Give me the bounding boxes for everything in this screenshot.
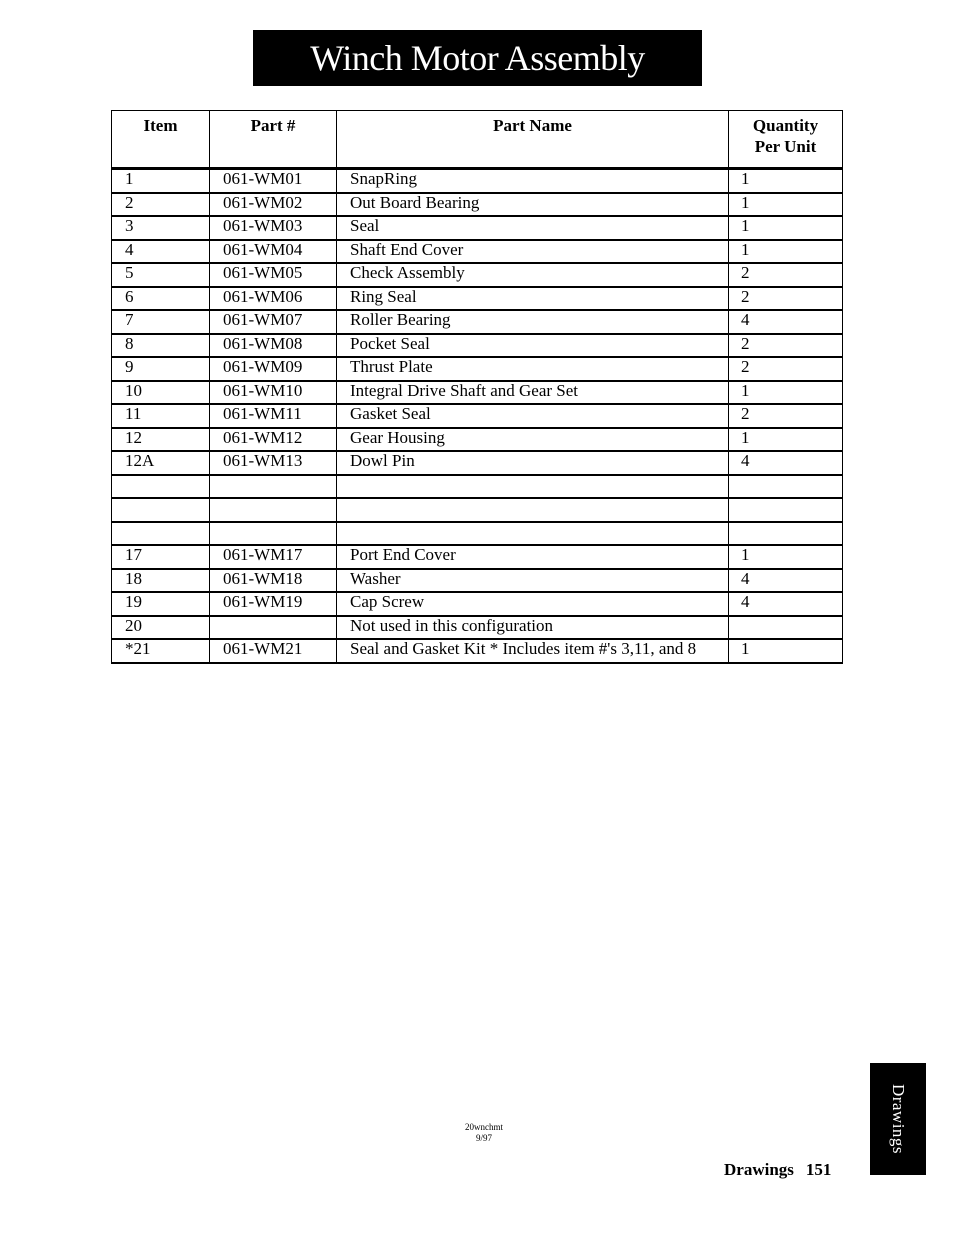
document-code	[434, 1122, 534, 1144]
cell-item: 20	[112, 616, 210, 640]
parts-table-body	[112, 169, 843, 663]
cell-part-number: 061-WM09	[210, 357, 337, 381]
cell-part-number: 061-WM07	[210, 310, 337, 334]
table-row	[112, 216, 843, 240]
cell-part-number: 061-WM03	[210, 216, 337, 240]
table-row	[112, 545, 843, 569]
cell-quantity: 4	[729, 310, 843, 334]
document-code-id: 20wnchmt	[465, 1122, 503, 1132]
cell-item: 9	[112, 357, 210, 381]
cell-part-number	[210, 498, 337, 522]
cell-part-number: 061-WM18	[210, 569, 337, 593]
cell-item	[112, 522, 210, 546]
cell-part-name: Seal	[337, 216, 729, 240]
cell-item	[112, 498, 210, 522]
table-row	[112, 428, 843, 452]
cell-item	[112, 475, 210, 499]
cell-quantity: 1	[729, 381, 843, 405]
cell-item: 5	[112, 263, 210, 287]
document-code-date: 9/97	[475, 1133, 492, 1143]
cell-item: 6	[112, 287, 210, 311]
cell-part-name: Dowl Pin	[337, 451, 729, 475]
table-row	[112, 263, 843, 287]
table-row	[112, 240, 843, 264]
table-row	[112, 287, 843, 311]
cell-part-number: 061-WM17	[210, 545, 337, 569]
cell-quantity: 1	[729, 545, 843, 569]
cell-part-name: Not used in this configuration	[337, 616, 729, 640]
page-title: Winch Motor Assembly	[310, 38, 645, 78]
cell-part-name: SnapRing	[337, 169, 729, 193]
cell-item: 12A	[112, 451, 210, 475]
cell-part-number: 061-WM08	[210, 334, 337, 358]
cell-item: 4	[112, 240, 210, 264]
cell-quantity: 2	[729, 263, 843, 287]
cell-item: 12	[112, 428, 210, 452]
cell-part-number: 061-WM21	[210, 639, 337, 663]
cell-quantity	[729, 616, 843, 640]
cell-quantity	[729, 522, 843, 546]
table-row	[112, 475, 843, 499]
table-row	[112, 357, 843, 381]
cell-quantity: 1	[729, 169, 843, 193]
table-header-row	[112, 111, 843, 169]
header-quantity-line1: Quantity	[752, 116, 819, 135]
cell-part-number: 061-WM19	[210, 592, 337, 616]
cell-part-number	[210, 522, 337, 546]
cell-part-name: Pocket Seal	[337, 334, 729, 358]
cell-quantity: 4	[729, 569, 843, 593]
cell-part-name: Shaft End Cover	[337, 240, 729, 264]
table-row	[112, 522, 843, 546]
cell-part-name: Ring Seal	[337, 287, 729, 311]
table-row	[112, 498, 843, 522]
table-row	[112, 639, 843, 663]
cell-item: *21	[112, 639, 210, 663]
cell-item: 19	[112, 592, 210, 616]
cell-item: 18	[112, 569, 210, 593]
cell-part-name: Gear Housing	[337, 428, 729, 452]
cell-quantity: 2	[729, 287, 843, 311]
page-footer	[724, 1160, 831, 1180]
cell-part-number: 061-WM10	[210, 381, 337, 405]
cell-part-name: Thrust Plate	[337, 357, 729, 381]
cell-quantity: 1	[729, 240, 843, 264]
header-part-name: Part Name	[337, 111, 729, 169]
cell-quantity: 2	[729, 404, 843, 428]
cell-part-name: Integral Drive Shaft and Gear Set	[337, 381, 729, 405]
cell-item: 11	[112, 404, 210, 428]
header-part-number: Part #	[210, 111, 337, 169]
cell-quantity: 2	[729, 357, 843, 381]
table-row	[112, 334, 843, 358]
cell-part-number: 061-WM01	[210, 169, 337, 193]
header-item: Item	[112, 111, 210, 169]
cell-part-number: 061-WM05	[210, 263, 337, 287]
table-row	[112, 193, 843, 217]
table-row	[112, 451, 843, 475]
cell-part-name: Port End Cover	[337, 545, 729, 569]
table-row	[112, 310, 843, 334]
cell-part-name	[337, 475, 729, 499]
cell-quantity: 4	[729, 451, 843, 475]
table-row	[112, 569, 843, 593]
cell-quantity: 1	[729, 193, 843, 217]
cell-quantity: 1	[729, 428, 843, 452]
page-number: 151	[805, 1160, 832, 1179]
table-row	[112, 381, 843, 405]
title-banner	[253, 30, 702, 86]
cell-part-name	[337, 498, 729, 522]
header-quantity	[729, 111, 843, 169]
cell-part-name: Seal and Gasket Kit * Includes item #'s 3,11, and 8	[337, 639, 729, 663]
cell-item: 1	[112, 169, 210, 193]
table-row	[112, 592, 843, 616]
cell-part-number: 061-WM12	[210, 428, 337, 452]
cell-quantity	[729, 498, 843, 522]
table-row	[112, 404, 843, 428]
cell-part-name: Out Board Bearing	[337, 193, 729, 217]
cell-part-name: Check Assembly	[337, 263, 729, 287]
cell-part-name: Cap Screw	[337, 592, 729, 616]
cell-part-number	[210, 475, 337, 499]
cell-part-number: 061-WM02	[210, 193, 337, 217]
cell-part-number: 061-WM11	[210, 404, 337, 428]
cell-quantity: 1	[729, 216, 843, 240]
table-row	[112, 169, 843, 193]
cell-quantity: 4	[729, 592, 843, 616]
section-tab	[870, 1063, 926, 1175]
cell-part-number: 061-WM06	[210, 287, 337, 311]
cell-item: 8	[112, 334, 210, 358]
cell-part-name: Gasket Seal	[337, 404, 729, 428]
cell-part-name: Roller Bearing	[337, 310, 729, 334]
cell-item: 7	[112, 310, 210, 334]
cell-item: 17	[112, 545, 210, 569]
header-quantity-line2: Per Unit	[754, 137, 817, 156]
cell-quantity: 1	[729, 639, 843, 663]
cell-part-name: Washer	[337, 569, 729, 593]
cell-part-name	[337, 522, 729, 546]
cell-item: 2	[112, 193, 210, 217]
parts-table	[111, 110, 843, 664]
cell-item: 3	[112, 216, 210, 240]
table-row	[112, 616, 843, 640]
cell-part-number	[210, 616, 337, 640]
section-tab-label: Drawings	[889, 1083, 908, 1155]
cell-quantity: 2	[729, 334, 843, 358]
footer-section: Drawings	[724, 1160, 794, 1179]
cell-part-number: 061-WM13	[210, 451, 337, 475]
cell-quantity	[729, 475, 843, 499]
cell-item: 10	[112, 381, 210, 405]
cell-part-number: 061-WM04	[210, 240, 337, 264]
